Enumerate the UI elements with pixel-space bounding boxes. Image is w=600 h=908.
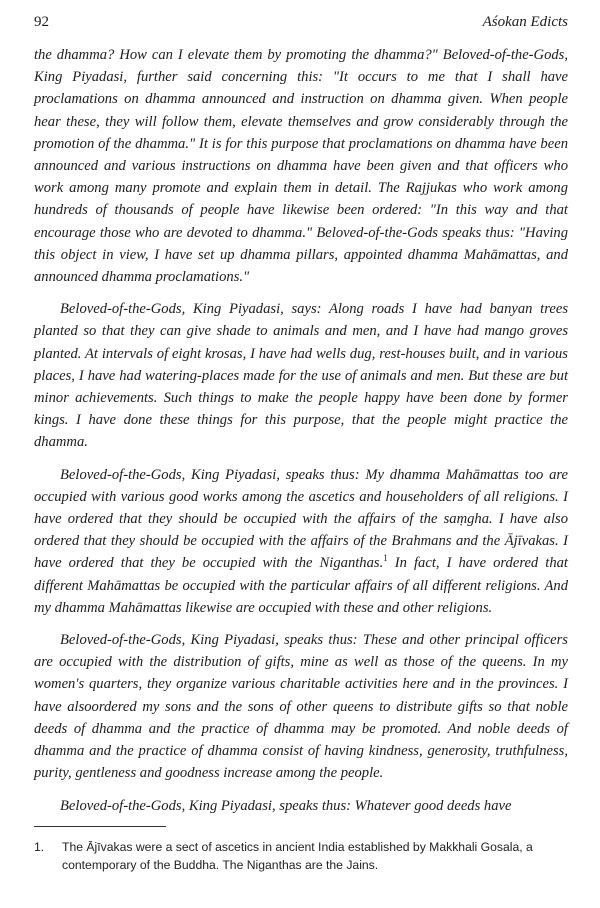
running-title: Aśokan Edicts [482,14,568,30]
paragraph-3-continuation: In fact, I have ordered that different Mahāmattas be occupied with the particular affairs of all different religions. And my dhamma Mahāmattas likewise are occupied with these and other religions. [34,555,568,616]
paragraph-3 [34,464,568,619]
footnote-marker: 1 [383,553,388,564]
paragraph-2: Beloved-of-the-Gods, King Piyadasi, says: Along roads I have had banyan trees planted so that they can give shade to animals and men, and I have had mango groves planted. At intervals of eight krosas, I have had wells dug, rest-houses built, and in various places, I have had watering-places made for the use of animals and men. But these are but minor achievements. Such things to make the people happy have been done by former kings. I have done these things for this purpose, that the people might practice the dhamma. [34,301,568,451]
paragraph-5: Beloved-of-the-Gods, King Piyadasi, speaks thus: Whatever good deeds have [60,797,512,814]
body-text [34,44,568,817]
footnote-text: The Ājīvakas were a sect of ascetics in ancient India established by Makkhali Gosala, a contemporary of the Buddha. The Niganthas are the Jains. [62,840,533,872]
footnote [34,838,568,874]
paragraph-4: Beloved-of-the-Gods, King Piyadasi, speaks thus: These and other principal officers are occupied with the distribution of gifts, mine as well as those of the queens. In my women's quarters, they organize various charitable activities here and in the provinces. I have alsoordered my sons and the sons of other queens to distribute gifts so that noble deeds of dhamma and the practice of dhamma may be promoted. And noble deeds of dhamma and the practice of dhamma consist of having kindness, generosity, truthfulness, purity, gentleness and goodness increase among the people. [34,632,568,782]
paragraph-3-text: Beloved-of-the-Gods, King Piyadasi, speaks thus: My dhamma Mahāmattas too are occupied with various good works among the ascetics and householders of all religions. I have ordered that they should be occupied with the affairs of the saṃgha. I have also ordered that they should be occupied with the affairs of the Brahmans and the Ājīvakas. I have ordered that they be occupied with the Niganthas. [34,466,568,572]
footnote-number: 1. [34,840,45,854]
page-number: 92 [34,14,49,30]
running-header [34,14,568,44]
paragraph-1: the dhamma? How can I elevate them by promoting the dhamma?" Beloved-of-the-Gods, King Piyadasi, further said concerning this: "It occurs to me that I shall have proclamations on dhamma announced and instruction on dhamma given. When people hear these, they will follow them, elevate themselves and grow considerably through the promotion of the dhamma." It is for this purpose that proclamations on dhamma have been announced and various instructions on dhamma have been given and that officers who work among many promote and explain them in detail. The Rajjukas who work among hundreds of thousands of people have likewise been ordered: "In this way and that encourage those who are devoted to dhamma." Beloved-of-the-Gods speaks thus: "Having this object in view, I have set up dhamma pillars, appointed dhamma Mahāmattas, and announced dhamma proclamations." [34,47,568,286]
page-content [34,14,568,827]
footnote-divider [34,826,166,827]
